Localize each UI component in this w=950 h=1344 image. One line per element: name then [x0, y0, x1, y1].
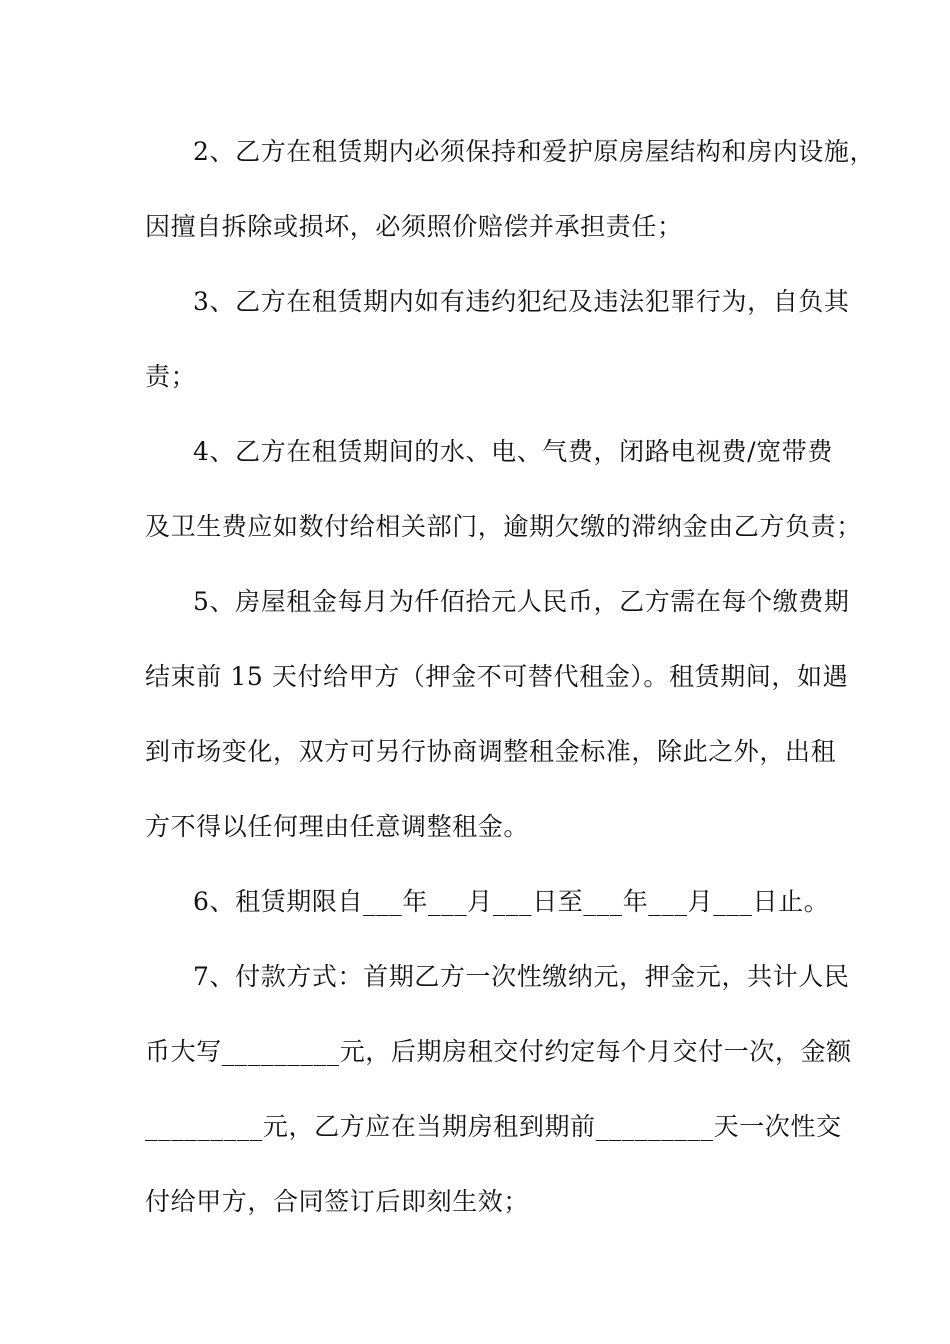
text-line: _________元，乙方应在当期房租到期前_________天一次性交	[145, 1112, 842, 1141]
text-line: 7、付款方式：首期乙方一次性缴纳元，押金元，共计人民	[193, 962, 850, 991]
text-line: 责；	[145, 362, 197, 391]
text-line: 币大写_________元，后期房租交付约定每个月交付一次，金额	[145, 1037, 852, 1066]
text-line: 付给甲方，合同签订后即刻生效；	[145, 1187, 530, 1216]
text-line: 因擅自拆除或损坏，必须照价赔偿并承担责任；	[145, 212, 683, 241]
text-line: 及卫生费应如数付给相关部门，逾期欠缴的滞纳金由乙方负责；	[145, 512, 862, 541]
text-line: 4、乙方在租赁期间的水、电、气费，闭路电视费/宽带费	[193, 437, 833, 466]
text-line: 3、乙方在租赁期内如有违约犯纪及违法犯罪行为，自负其	[193, 287, 850, 316]
text-line: 2、乙方在租赁期内必须保持和爱护原房屋结构和房内设施，	[193, 137, 876, 166]
text-line: 结束前 15 天付给甲方（押金不可替代租金）。租赁期间，如遇	[145, 662, 849, 691]
text-line: 6、租赁期限自___年___月___日至___年___月___日止。	[193, 887, 830, 916]
text-line: 方不得以任何理由任意调整租金。	[145, 812, 530, 841]
text-line: 5、房屋租金每月为仟佰拾元人民币，乙方需在每个缴费期	[193, 587, 850, 616]
text-line: 到市场变化，双方可另行协商调整租金标准，除此之外，出租	[145, 737, 837, 766]
